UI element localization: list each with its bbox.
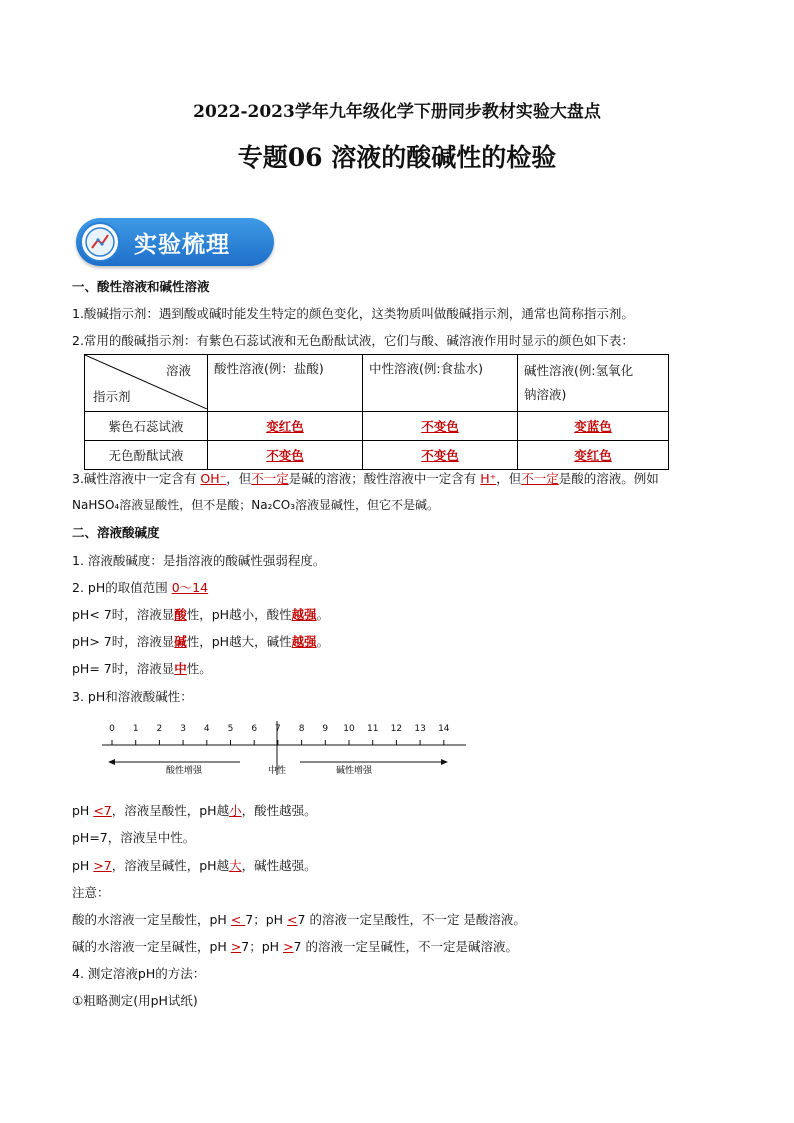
ph-tick-label: 8 (298, 724, 305, 734)
text: ，但 (226, 471, 252, 486)
paragraph-ph-range (72, 578, 208, 596)
highlight-text: 越强 (291, 607, 317, 622)
text: 2. pH的取值范围 (72, 580, 172, 595)
highlight-text: < (287, 912, 298, 927)
text: 性，pH越小，酸性 (186, 607, 292, 622)
highlight-text: 酸 (174, 607, 187, 622)
text: 性，pH越大，碱性 (186, 634, 292, 649)
ph-summary-acid (72, 801, 317, 819)
document-title: 专题06 溶液的酸碱性的检验 (237, 143, 557, 172)
section-banner (76, 218, 274, 266)
highlight-text: >7 (93, 858, 112, 873)
ph-rule-neutral (72, 659, 212, 677)
ph-tick-label: 12 (390, 724, 403, 734)
paragraph-ph-methods: 4. 测定溶液pH的方法： (72, 966, 206, 981)
section1-title: 一、酸性溶液和碱性溶液 (72, 279, 210, 294)
ph-tick-label: 1 (132, 724, 139, 734)
highlight-text: 碱 (174, 634, 187, 649)
paragraph-indicator-def: 1.酸碱指示剂：遇到酸或碱时能发生特定的颜色变化，这类物质叫做酸碱指示剂，通常也简称指示剂。 (72, 306, 634, 321)
ph-rule-acid (72, 605, 329, 623)
indicator-table (84, 354, 669, 470)
text: pH= 7时，溶液显 (72, 661, 175, 676)
paragraph-example: NaHSO₄溶液显酸性，但不是酸；Na₂CO₃溶液显碱性，但它不是碱。 (72, 498, 440, 512)
ph-tick-label: 11 (366, 724, 379, 734)
highlight-text: <7 (93, 803, 112, 818)
ph-tick-label: 0 (109, 724, 115, 734)
paragraph-ph-scale-heading: 3. pH和溶液酸碱性： (72, 689, 193, 704)
text: 碱的水溶液一定呈碱性，pH (72, 939, 231, 954)
highlight-text: 大 (229, 858, 242, 873)
ph-summary-base (72, 856, 317, 874)
ph-scale-diagram (100, 715, 470, 781)
text: ，碱性越强。 (241, 858, 317, 873)
text: 酸的水溶液一定呈酸性，pH (72, 912, 231, 927)
ph-tick-label: 14 (438, 724, 450, 734)
highlight-text: < (230, 912, 246, 927)
column-header-acid: 酸性溶液(例：盐酸) (208, 355, 363, 412)
paragraph-acidity-def: 1. 溶液酸碱度：是指溶液的酸碱性强弱程度。 (72, 553, 326, 568)
text: ，酸性越强。 (241, 803, 317, 818)
acid-arrowhead (108, 759, 115, 765)
ph-tick-label: 7 (275, 724, 281, 734)
text: 是酸的溶液。例如 (558, 471, 659, 486)
text: 7 的溶液一定呈酸性，不一定 是酸溶液。 (297, 912, 526, 927)
text: 。 (316, 607, 330, 622)
highlight-text: 不一定 (521, 471, 559, 486)
ph-tick-label: 2 (156, 724, 163, 734)
corner-bottom-label: 指示剂 (93, 389, 131, 404)
text: pH> 7时，溶液显 (72, 634, 175, 649)
ph-rule-base (72, 632, 329, 650)
note-base (72, 937, 518, 955)
banner-label: 实验梳理 (134, 232, 230, 258)
section2-title: 二、溶液酸碱度 (72, 525, 160, 540)
highlight-text: > (230, 939, 242, 954)
row-label: 紫色石蕊试液 (85, 412, 208, 441)
column-header-base-line2: 钠溶液) (524, 387, 567, 402)
text: 。 (316, 634, 330, 649)
text: pH (72, 858, 94, 873)
text: ，溶液呈酸性，pH越 (111, 803, 230, 818)
ph-range-value: 0～14 (171, 580, 209, 595)
oh-ion: OH⁻ (200, 471, 227, 486)
h-ion: H⁺ (480, 471, 497, 486)
text: 3.碱性溶液中一定含有 (72, 471, 201, 486)
text: ，但 (496, 471, 522, 486)
row-label: 无色酚酞试液 (85, 441, 208, 470)
text: 7；pH (241, 939, 284, 954)
highlight-text: 小 (229, 803, 242, 818)
base-label: 碱性增强 (335, 766, 373, 776)
table-corner-cell (85, 355, 208, 412)
ph-tick-label: 4 (203, 724, 210, 734)
cell-value: 变蓝色 (574, 419, 612, 434)
column-header-neutral: 中性溶液(例:食盐水) (363, 355, 518, 412)
cell-value: 变红色 (574, 448, 612, 463)
highlight-text: 越强 (291, 634, 317, 649)
text: ，溶液呈碱性，pH越 (111, 858, 230, 873)
highlight-text: > (283, 939, 294, 954)
document-subtitle: 2022-2023学年九年级化学下册同步教材实验大盘点 (193, 102, 601, 122)
text: 性。 (186, 661, 212, 676)
ph-tick-label: 6 (251, 724, 258, 734)
column-header-base-line1: 碱性溶液(例:氢氧化 (524, 363, 634, 378)
ph-tick-label: 3 (180, 724, 186, 734)
experiment-icon (80, 222, 120, 262)
corner-top-label: 溶液 (165, 363, 191, 378)
highlight-text: 中 (174, 661, 187, 676)
cell-value: 不变色 (421, 419, 459, 434)
table-row (85, 412, 669, 441)
paragraph-ions (72, 469, 659, 487)
highlight-text: 不一定 (251, 471, 289, 486)
text: 是碱的溶液；酸性溶液中一定含有 (288, 471, 481, 486)
ph-tick-label: 13 (414, 724, 426, 734)
text: 7 的溶液一定呈碱性，不一定是碱溶液。 (293, 939, 518, 954)
text: pH< 7时，溶液显 (72, 607, 175, 622)
note-acid (72, 910, 526, 928)
text: pH (72, 803, 94, 818)
paragraph-ph-paper: ①粗略测定(用pH试纸) (72, 993, 198, 1008)
cell-value: 不变色 (421, 448, 459, 463)
ph-summary-neutral: pH=7，溶液呈中性。 (72, 830, 196, 845)
ph-tick-label: 5 (227, 724, 234, 734)
base-arrowhead (441, 759, 448, 765)
cell-value: 不变色 (266, 448, 304, 463)
text: 7；pH (245, 912, 288, 927)
note-heading: 注意： (72, 885, 110, 900)
acid-label: 酸性增强 (165, 766, 203, 776)
neutral-label: 中性 (267, 766, 287, 776)
table-row (85, 441, 669, 470)
column-header-base (518, 355, 669, 412)
ph-tick-label: 10 (343, 724, 355, 734)
cell-value: 变红色 (266, 419, 304, 434)
ph-tick-label: 9 (322, 724, 329, 734)
paragraph-common-indicators: 2.常用的酸碱指示剂：有紫色石蕊试液和无色酚酞试液，它们与酸、碱溶液作用时显示的颜色如下表： (72, 333, 634, 348)
